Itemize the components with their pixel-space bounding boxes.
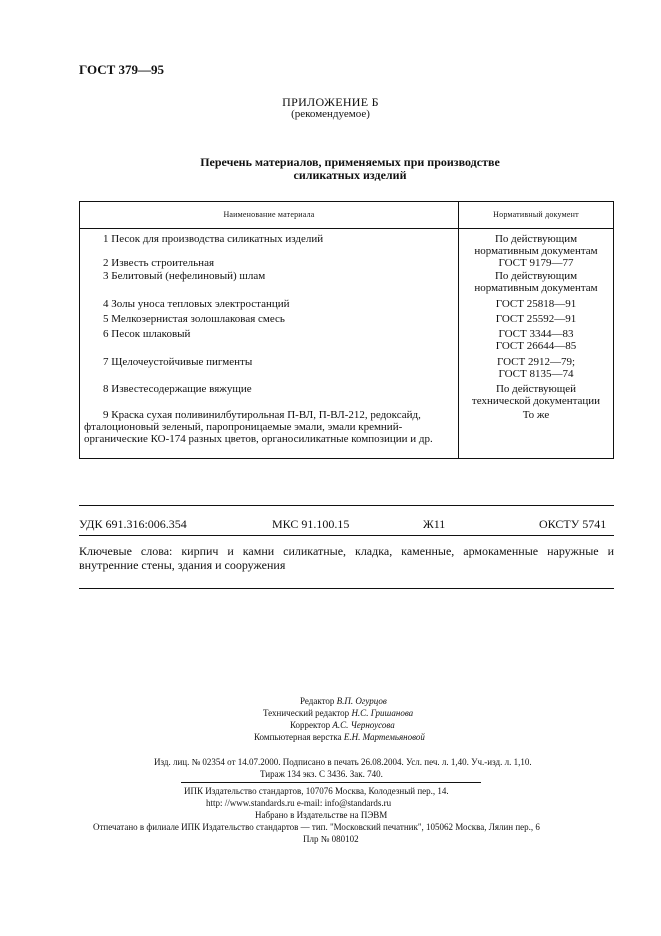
appendix-title: ПРИЛОЖЕНИЕ Б [282, 95, 379, 109]
material-line: 9 Краска сухая поливинилбутирольная П-ВЛ, П-ВЛ-212, редоксайд, [103, 409, 421, 421]
material-cell [84, 313, 454, 325]
keywords: Ключевые слова: кирпич и камни силикатные, кладка, каменные, армокаменные наружные и внутренние стены, здания и сооружения [79, 544, 614, 572]
normative-doc-line: ГОСТ 9179—77 [498, 257, 574, 269]
heading-line-1: Перечень материалов, применяемых при производстве [200, 155, 500, 169]
material-line: органические КО-174 разных цветов, органосиликатные композиции и др. [84, 433, 433, 445]
header-normative-doc: Нормативный документ [493, 210, 579, 219]
footer-rule-bottom [79, 588, 614, 589]
run-line: Тираж 134 экз. С 3436. Зак. 740. [260, 769, 383, 779]
material-cell [84, 328, 454, 340]
material-cell [84, 383, 454, 395]
material-line: 1 Песок для производства силикатных изделий [103, 233, 324, 245]
okstu-code: ОКСТУ 5741 [539, 517, 607, 531]
normative-doc-cell [459, 383, 613, 407]
normative-doc-line: ГОСТ 3344—83 [498, 328, 574, 340]
normative-doc-cell [459, 328, 613, 352]
normative-doc-cell [459, 270, 613, 294]
udk-code: УДК 691.316:006.354 [79, 517, 187, 531]
material-line: 6 Песок шлаковый [103, 328, 191, 340]
typeset-line: Набрано в Издательстве на ПЭВМ [255, 810, 388, 820]
material-line: 5 Мелкозернистая золошлаковая смесь [103, 313, 285, 325]
document-id: ГОСТ 379—95 [79, 62, 165, 77]
normative-doc-line: ГОСТ 2912—79; [496, 356, 576, 368]
imprint-rule [181, 782, 481, 783]
normative-doc-cell [459, 257, 613, 269]
normative-doc-line: технической документации [471, 395, 601, 407]
plr-line: Плр № 080102 [303, 834, 359, 844]
normative-doc-cell [459, 409, 613, 421]
material-line: 2 Известь строительная [103, 257, 215, 269]
normative-doc-line: нормативным документам [474, 282, 598, 294]
normative-doc-line: То же [522, 409, 550, 421]
normative-doc-line: По действующей [495, 383, 577, 395]
layout-line: Компьютерная верстка Е.Н. Мартемьяновой [254, 732, 425, 742]
proofreader-line: Корректор А.С. Черноусова [290, 720, 395, 730]
header-material-name: Наименование материала [223, 210, 315, 219]
printed-line: Отпечатано в филиале ИПК Издательство стандартов — тип. "Московский печатник", 105062 Москва, Лялин пер., 6 [93, 822, 540, 832]
editor-line: Редактор В.П. Огурцов [300, 696, 387, 706]
normative-doc-line: ГОСТ 25818—91 [495, 298, 577, 310]
material-cell [84, 356, 454, 368]
normative-doc-cell [459, 233, 613, 257]
material-cell [84, 233, 454, 245]
mks-code: МКС 91.100.15 [272, 517, 350, 531]
heading-line-2: силикатных изделий [293, 168, 407, 182]
footer-rule-top [79, 505, 614, 506]
material-cell [84, 409, 454, 445]
web-line: http: //www.standards.ru e-mail: info@standards.ru [206, 798, 392, 808]
license-line: Изд. лиц. № 02354 от 14.07.2000. Подписано в печать 26.08.2004. Усл. печ. л. 1,40. Уч.-изд. л. 1,10. [154, 757, 532, 767]
material-cell [84, 298, 454, 310]
appendix-subtitle: (рекомендуемое) [291, 108, 370, 120]
normative-doc-line: нормативным документам [474, 245, 598, 257]
normative-doc-line: По действующим [494, 270, 578, 282]
material-line: фталоционовый зеленый, паропроницаемые эмали, эмали кремний- [84, 421, 403, 433]
material-line: 7 Щелочеустойчивые пигменты [103, 356, 253, 368]
material-line: 8 Известесодержащие вяжущие [103, 383, 252, 395]
normative-doc-cell [459, 313, 613, 325]
normative-doc-line: По действующим [494, 233, 578, 245]
group-code: Ж11 [423, 517, 446, 531]
normative-doc-line: ГОСТ 25592—91 [495, 313, 577, 325]
normative-doc-cell [459, 298, 613, 310]
normative-doc-line: ГОСТ 8135—74 [498, 368, 574, 380]
tech-editor-line: Технический редактор Н.С. Гришанова [263, 708, 414, 718]
normative-doc-cell [459, 356, 613, 380]
materials-table [79, 201, 614, 459]
address-line: ИПК Издательство стандартов, 107076 Москва, Колодезный пер., 14. [184, 786, 449, 796]
material-line: 4 Золы уноса тепловых электростанций [103, 298, 290, 310]
normative-doc-line: ГОСТ 26644—85 [495, 340, 577, 352]
header-divider [80, 228, 613, 229]
footer-rule-middle [79, 535, 614, 536]
material-cell [84, 270, 454, 282]
material-line: 3 Белитовый (нефелиновый) шлам [103, 270, 266, 282]
section-heading [150, 156, 550, 182]
material-cell [84, 257, 454, 269]
